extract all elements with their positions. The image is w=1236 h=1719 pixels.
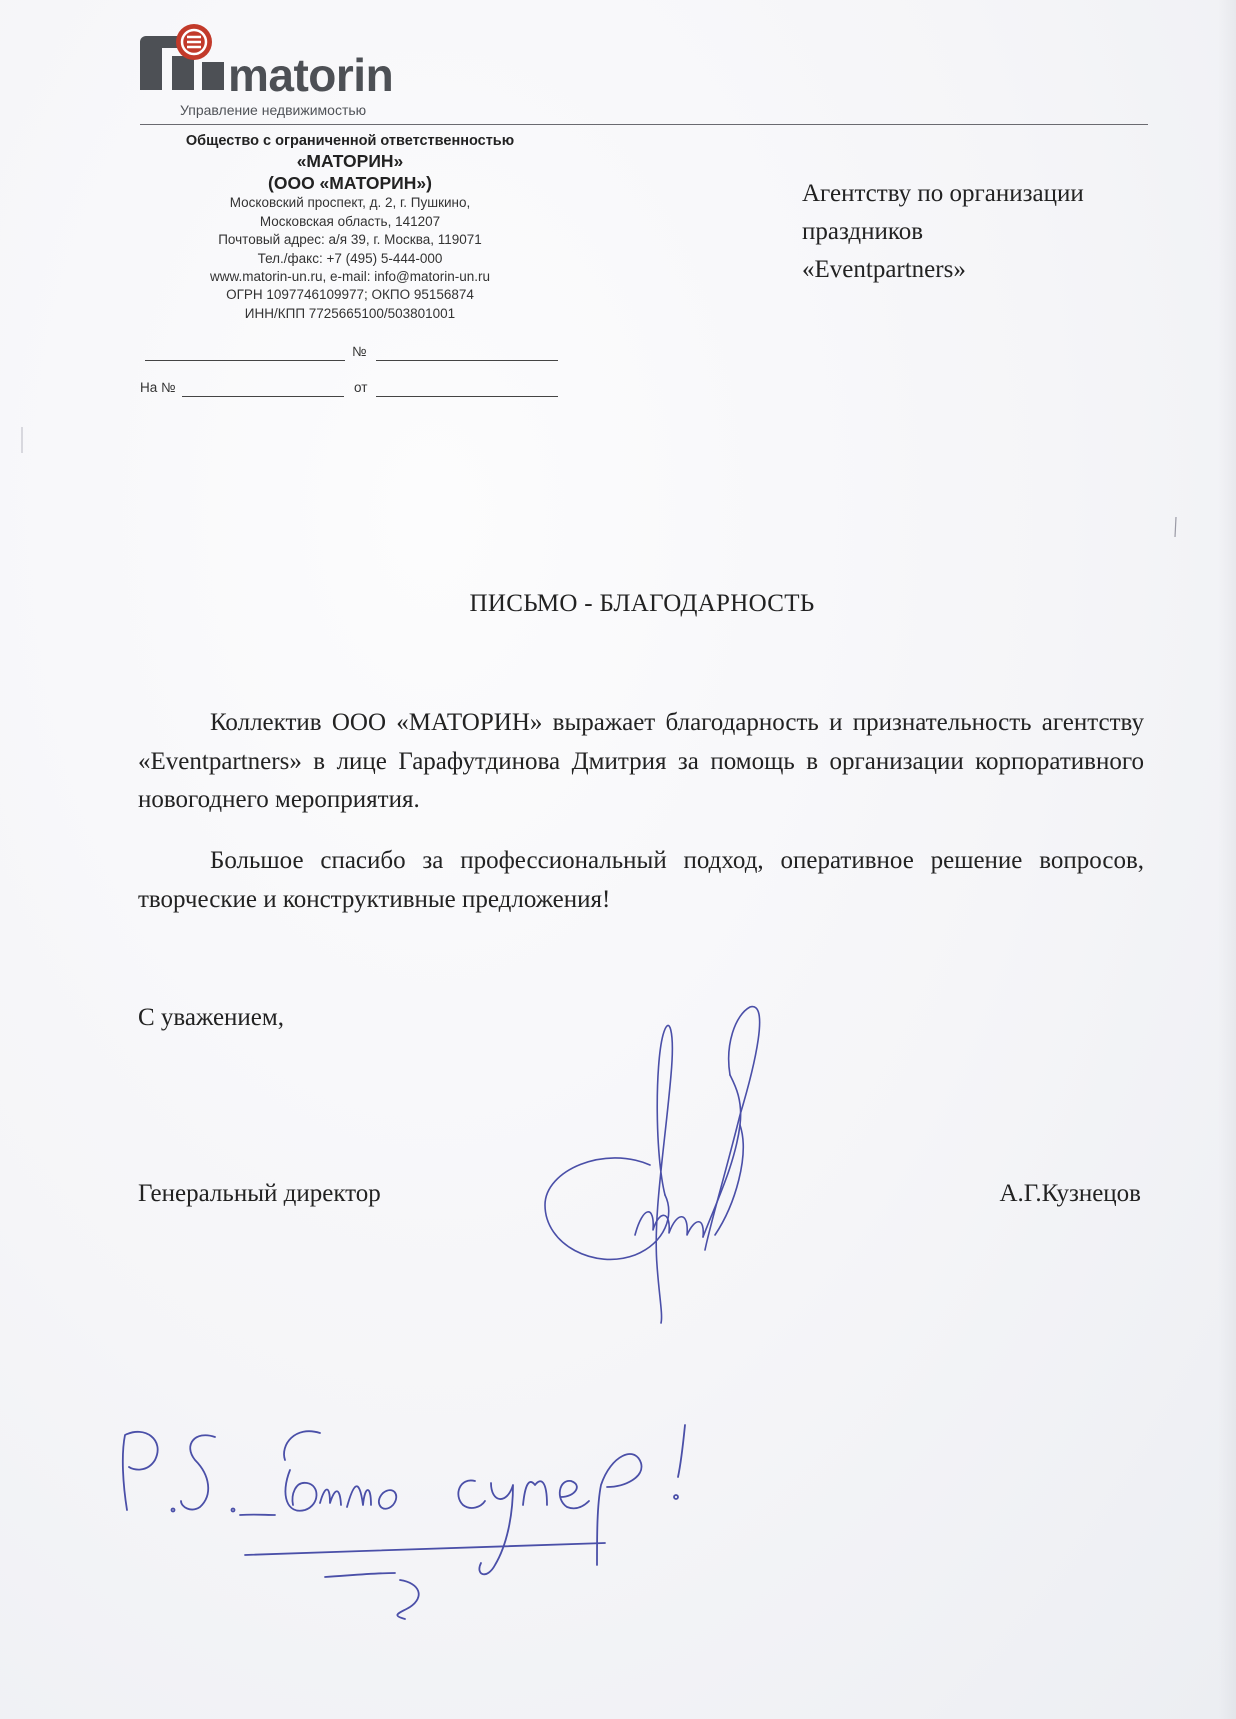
- logo-tagline: Управление недвижимостью: [180, 102, 367, 118]
- outgoing-number-blank: [376, 360, 558, 361]
- reference-date-label: от: [354, 380, 368, 395]
- paper-edge-shadow: [1218, 0, 1236, 1719]
- header-divider: [140, 124, 1148, 125]
- handwritten-ps-note-icon: [115, 1415, 715, 1625]
- scan-mark-left-icon: [18, 425, 26, 455]
- recipient-line-1: Агентству по организации: [802, 180, 1084, 207]
- company-short-name: (ООО «МАТОРИН»): [268, 173, 432, 194]
- company-legal-form: Общество с ограниченной ответственностью: [185, 133, 515, 149]
- letter-closing: С уважением,: [138, 1004, 284, 1031]
- company-name: «МАТОРИН»: [296, 151, 404, 172]
- signature-icon: [535, 1005, 825, 1325]
- letter-paragraph-2: Большое спасибо за профессиональный подход, оперативное решение вопросов, творческие и конструктивные предложения!: [138, 847, 1144, 913]
- company-postal-address: Почтовый адрес: а/я 39, г. Москва, 119071: [218, 232, 482, 248]
- reference-number-label: На №: [140, 380, 176, 395]
- outgoing-date-blank: [145, 360, 345, 361]
- company-logo: [140, 22, 400, 122]
- company-inn-kpp: ИНН/КПП 7725665100/503801001: [244, 305, 456, 321]
- logo-wordmark: matorin: [228, 49, 394, 101]
- company-web-email: www.matorin-un.ru, e-mail: info@matorin-un.ru: [209, 269, 491, 285]
- signer-role: Генеральный директор: [138, 1180, 381, 1207]
- outgoing-number-label: №: [352, 344, 367, 359]
- recipient-line-2: праздников: [802, 218, 924, 245]
- reference-date-blank: [376, 396, 558, 397]
- company-requisites: [140, 132, 560, 323]
- scan-mark-icon: [1170, 515, 1182, 539]
- letter-title: ПИСЬМО - БЛАГОДАРНОСТЬ: [469, 590, 815, 617]
- company-address-line-2: Московская область, 141207: [259, 213, 441, 229]
- recipient-block: [802, 175, 1162, 289]
- company-ogrn-okpo: ОГРН 1097746109977; ОКПО 95156874: [226, 287, 474, 303]
- signer-name: А.Г.Кузнецов: [999, 1180, 1141, 1207]
- matorin-logo-mark-icon: [140, 22, 230, 102]
- letter-paragraph-1: Коллектив ООО «МАТОРИН» выражает благодарность и признательность агентству «Eventpartners» в лице Гарафутдинова Дмитрия за помощь в организации корпоративного новогоднего мероприятия.: [138, 709, 1144, 813]
- reference-number-blank: [182, 396, 344, 397]
- recipient-line-3: «Eventpartners»: [802, 256, 966, 283]
- company-phone: Тел./факс: +7 (495) 5-444-000: [257, 250, 443, 266]
- company-address-line-1: Московский проспект, д. 2, г. Пушкино,: [229, 195, 471, 211]
